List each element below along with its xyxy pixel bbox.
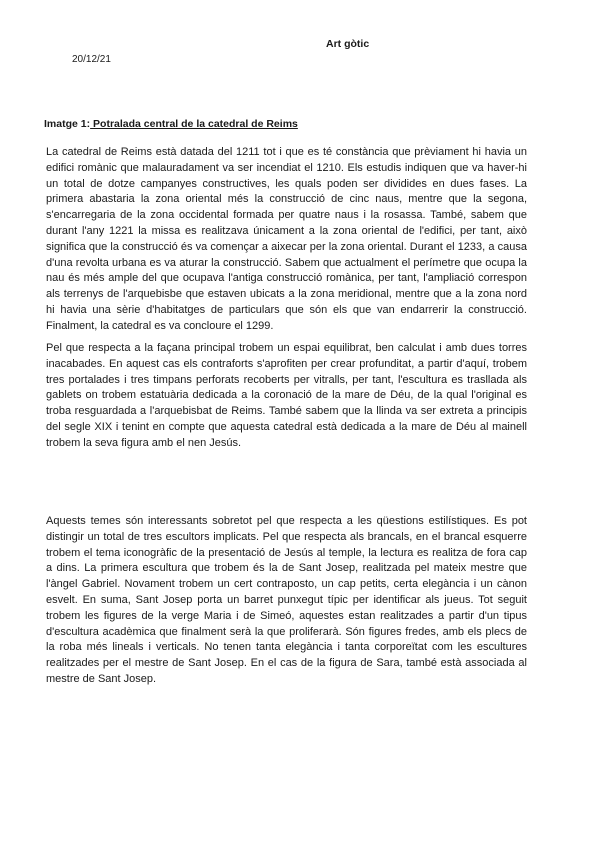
document-date: 20/12/21 <box>72 54 111 65</box>
paragraph-history: La catedral de Reims està datada del 1211 tot i que es té constància que prèviament hi havia un edifici romànic que malauradament va ser incendiat el 1210. Els estudis indiquen que va haver-hi un total de dotze campanyes constructives, les quals poden ser dividides en dues fases. La primera abastaria la zona oriental més la construcció de cinc naus, mentre que la segona, s'encarregaria de la zona occidental formada per quatre naus i la rosassa. També, sabem que durant l'any 1221 la missa es realitzava únicament a la zona oriental de l'edifici, per tant, això significa que la construcció és va començar a aixecar per la zona oriental. Durant el 1233, a causa d'una revolta urbana es va aturar la construcció. Sabem que actualment el perímetre que ocupa la nau és més ample del que ocupava l'antiga construcció romànica, per tant, l'ampliació correspon als terrenys de l'arquebisbe que estaven ubicats a la zona meridional, mentre que a la zona nord hi havia una sèrie d'habitatges de particulars que són els que van endarrerir la construcció. Finalment, la catedral es va concloure el 1299. <box>46 146 527 332</box>
document-title: Art gòtic <box>326 38 370 50</box>
caption-text: Potralada central de la catedral de Reims <box>90 118 298 130</box>
paragraph-facade: Pel que respecta a la façana principal trobem un espai equilibrat, ben calculat i amb dues torres inacabades. En aquest cas els contraforts s'aprofiten per crear profunditat, a partir d'aquí, trobem tres portalades i tres timpans perforats recoberts per vitralls, per tant, l'escultura es trasllada als gablets on trobem estatuària dedicada a la coronació de la mare de Déu, de la qual l'original es troba resguardada a l'arquebisbat de Reims. També sabem que la llinda va ser extreta a principis del segle XIX i tenint en compte que aquesta catedral està dedicada a la mare de Déu al mainell trobem la seva figura amb el nen Jesús. <box>46 342 527 449</box>
paragraph-style: Aquests temes són interessants sobretot pel que respecta a les qüestions estilístiques. Es pot distingir un total de tres escultors implicats. Pel que respecta als brancals, en el brancal esquerre trobem el tema iconogràfic de la presentació de Jesús al temple, la lectura es realitza de fora cap a dins. La primera escultura que trobem és la de Sant Josep, realitzada pel mateix mestre que l'àngel Gabriel. Novament trobem un cert contraposto, un cap petits, certa elegància i un cànon esvelt. En suma, Sant Josep porta un barret punxegut típic per identificar als jueus. Tot seguit trobem les figures de la verge Maria i de Simeó, aquestes estan realitzades a partir d'un tipus d'escultura acadèmica que finalment serà la que proliferarà. Són figures fredes, amb els plecs de la roba més lineals i verticals. No tenen tanta elegància i tanta corporeïtat com les escultures realitzades per el mestre de Sant Josep. En el cas de la figura de Sara, també està associada al mestre de Sant Josep. <box>46 515 527 685</box>
image-caption <box>44 118 298 130</box>
caption-label: Imatge 1: <box>44 118 91 130</box>
